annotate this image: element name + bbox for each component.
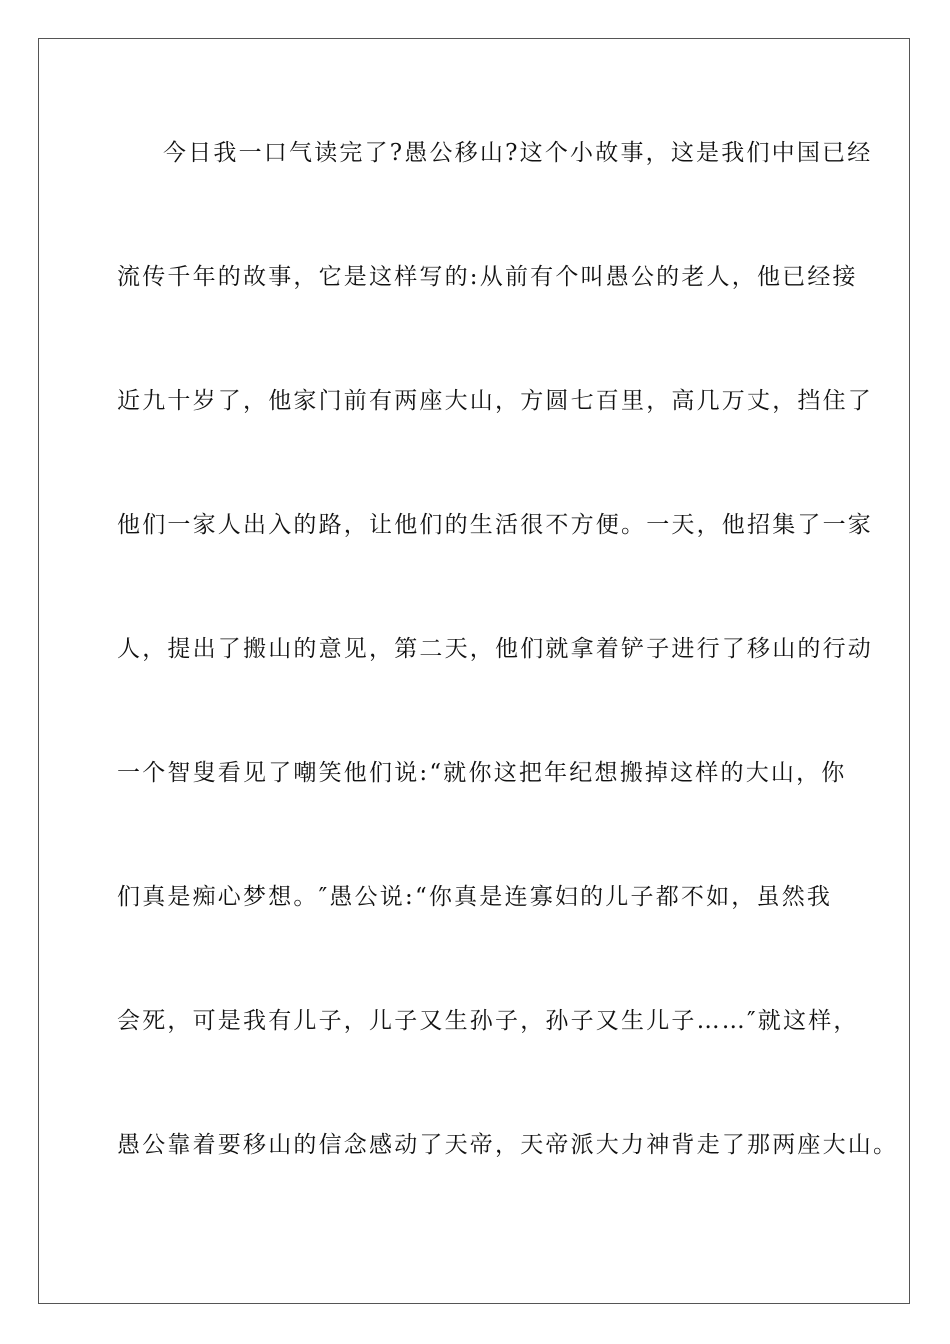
- text-line-2: 流传千年的故事，它是这样写的:从前有个叫愚公的老人，他已经接: [117, 264, 858, 290]
- text-line-1: 今日我一口气读完了?愚公移山?这个小故事，这是我们中国已经: [163, 140, 873, 166]
- text-line-4: 他们一家人出入的路，让他们的生活很不方便。一天，他招集了一家: [117, 512, 873, 538]
- text-line-5: 人，提出了搬山的意见，第二天，他们就拿着铲子进行了移山的行动: [117, 636, 873, 662]
- text-line-8: 会死，可是我有儿子，儿子又生孙子，孙子又生儿子……″就这样，: [117, 1008, 859, 1034]
- text-line-9: 愚公靠着要移山的信念感动了天帝，天帝派大力神背走了那两座大山。: [117, 1132, 899, 1158]
- text-line-3: 近九十岁了，他家门前有两座大山，方圆七百里，高几万丈，挡住了: [117, 388, 873, 414]
- document-body: [117, 121, 899, 1237]
- text-line-6: 一个智叟看见了嘲笑他们说:“就你这把年纪想搬掉这样的大山，你: [117, 760, 847, 786]
- text-line-7: 们真是痴心梦想。″愚公说:“你真是连寡妇的儿子都不如，虽然我: [117, 884, 833, 910]
